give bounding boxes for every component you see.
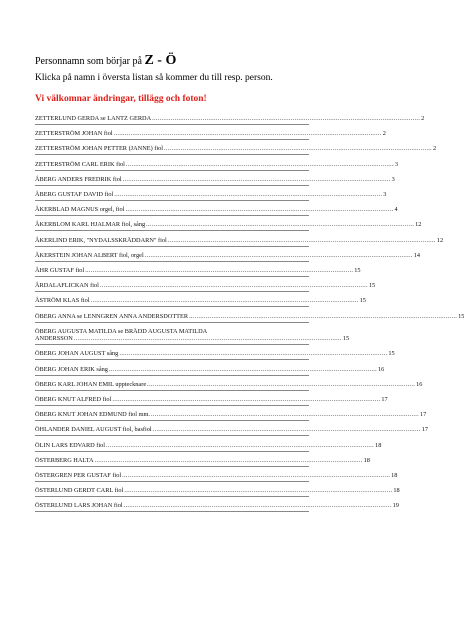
toc-entry[interactable] (35, 326, 350, 345)
toc-leader-dots: ............................................................................................................................................... (119, 350, 388, 358)
toc-page-number: 17 (381, 396, 388, 404)
toc-entry[interactable] (35, 219, 422, 231)
toc-entry-name: ÅBERG GUSTAF DAVID fiol (35, 191, 114, 199)
toc-entry-name: ÅBERG ANDERS FREDRIK fiol (35, 175, 122, 183)
toc-entry[interactable] (35, 280, 376, 292)
toc-leader-dots: ............................................................................................................................................... (152, 115, 421, 122)
toc-entry[interactable] (35, 113, 425, 125)
toc-leader-dots: ............................................................................................................................................... (112, 396, 381, 404)
toc-entry-name: ÖSTERLUND GERDT CARL fiol (35, 487, 124, 495)
heading-prefix: Personnamn som börjar på (35, 56, 145, 67)
toc-leader-dots: ............................................................................................................................................... (147, 380, 416, 388)
toc-leader-dots: ............................................................................................................................................... (85, 267, 354, 275)
toc-entry[interactable] (35, 295, 366, 307)
toc-entry[interactable] (35, 159, 399, 171)
toc-entry[interactable] (35, 500, 399, 512)
toc-leader-dots: ............................................................................................................................................... (106, 441, 375, 449)
toc-entry-name: ÅHR GUSTAF fiol (35, 267, 85, 275)
page-heading (35, 53, 176, 69)
toc-page-number: 18 (393, 487, 400, 495)
toc-leader-dots: ............................................................................................................................................... (144, 251, 413, 259)
welcome-text: Vi välkomnar ändringar, tillägg och foton! (35, 94, 207, 104)
toc-page-number: 12 (436, 236, 444, 244)
toc-entry-name: ÅRDALAFLICKAN fiol (35, 282, 99, 290)
toc-entry-name: ÖBERG KNUT JOHAN EDMUND fiol mm. (35, 411, 150, 419)
toc-page-number: 2 (433, 145, 437, 153)
toc-entry-name: ZETTERSTRÖM JOHAN PETTER (JANNE) fiol (35, 145, 164, 153)
toc-entry[interactable] (35, 424, 428, 436)
toc-entry[interactable] (35, 189, 387, 201)
toc-page-number: 2 (421, 115, 425, 122)
toc-leader-dots: ............................................................................................................................................... (122, 175, 391, 183)
toc-entry[interactable] (35, 348, 395, 360)
toc-entry-name: ÅKERBLAD MAGNUS orgel, fiol (35, 206, 125, 214)
toc-entry[interactable] (35, 311, 464, 323)
toc-page-number: 17 (421, 426, 428, 434)
table-of-contents (35, 113, 464, 516)
toc-entry[interactable] (35, 235, 444, 247)
toc-page-number: 18 (391, 472, 398, 480)
toc-leader-dots: ............................................................................................................................................... (164, 145, 433, 153)
toc-page-number: 15 (458, 312, 464, 320)
toc-leader-dots: ............................................................................................................................................... (150, 411, 419, 419)
heading-letters: Z - Ö (144, 53, 177, 68)
toc-page-number: 2 (382, 130, 386, 138)
toc-page-number: 3 (394, 160, 399, 168)
toc-page-number: 15 (342, 335, 350, 343)
toc-entry[interactable] (35, 204, 398, 216)
toc-page-number: 12 (415, 221, 422, 229)
toc-entry[interactable] (35, 455, 370, 467)
toc-entry-name: ÖBERG JOHAN ERIK sång (35, 365, 108, 373)
toc-entry-name: ÖSTERGREN PER GUSTAF fiol (35, 472, 122, 480)
toc-leader-dots: ............................................................................................................................................... (90, 297, 359, 305)
toc-entry-name: ÖBERG JOHAN AUGUST sång (35, 350, 119, 358)
toc-page-number: 4 (394, 206, 398, 214)
toc-leader-dots: ............................................................................................................................................... (124, 487, 393, 495)
toc-leader-dots: ............................................................................................................................................... (189, 312, 458, 320)
toc-entry-name: ÖLIN LARS EDVARD fiol (35, 441, 106, 449)
toc-entry-name: ÖBERG ANNA se LENNGREN ANNA ANDERSDOTTER (35, 312, 189, 320)
toc-leader-dots: ............................................................................................................................................... (113, 130, 382, 138)
toc-leader-dots: ............................................................................................................................................... (99, 282, 368, 290)
toc-entry[interactable] (35, 394, 388, 406)
instruction-text: Klicka på namn i översta listan så kommer du till resp. person. (35, 73, 273, 83)
toc-entry[interactable] (35, 485, 400, 497)
toc-entry-name: ZETTERLUND GERDA se LANTZ GERDA (35, 115, 152, 122)
toc-page-number: 3 (391, 175, 395, 183)
toc-page-number: 17 (420, 411, 427, 419)
toc-entry-name: ZETTERSTRÖM JOHAN fiol (35, 130, 113, 138)
toc-entry-name: ÅKERBLOM KARL HJALMAR fiol, sång (35, 221, 146, 229)
toc-leader-dots: ............................................................................................................................................... (152, 426, 421, 434)
toc-entry[interactable] (35, 379, 423, 391)
toc-entry-name: ZETTERSTRÖM CARL ERIK fiol (35, 160, 125, 168)
toc-entry-name: ÖBERG AUGUSTA MATILDA se BRÄDD AUGUSTA MATILDA (35, 327, 208, 335)
toc-entry[interactable] (35, 364, 385, 376)
toc-page-number: 18 (375, 441, 382, 449)
toc-leader-dots: ............................................................................................................................................... (108, 365, 377, 373)
toc-leader-dots: ............................................................................................................................................... (125, 160, 394, 168)
toc-entry-name-cont: ANDERSSON (35, 335, 73, 343)
toc-entry-name: ÅKERSTEIN JOHAN ALBERT fiol, orgel (35, 251, 144, 259)
toc-entry-name: ÖBERG KNUT ALFRED fiol (35, 396, 112, 404)
toc-entry[interactable] (35, 265, 361, 277)
toc-page-number: 18 (363, 456, 370, 464)
toc-page-number: 19 (392, 502, 399, 510)
toc-leader-dots: ............................................................................................................................................... (123, 502, 392, 510)
toc-leader-dots: ............................................................................................................................................... (146, 221, 415, 229)
toc-leader-dots: ............................................................................................................................................... (125, 206, 394, 214)
toc-page-number: 3 (383, 191, 387, 199)
toc-leader-dots: ............................................................................................................................................... (122, 472, 391, 480)
toc-entry[interactable] (35, 470, 398, 482)
toc-entry-name: ÖSTERLUND LARS JOHAN fiol (35, 502, 123, 510)
toc-leader-dots: ............................................................................................................................................... (94, 456, 363, 464)
toc-entry[interactable] (35, 440, 382, 452)
toc-entry-name: ÖHLANDER DANIEL AUGUST fiol, basfiol (35, 426, 152, 434)
toc-entry-name: ÖSTERBERG HALTA (35, 456, 94, 464)
toc-page-number: 15 (368, 282, 376, 290)
toc-entry-name: ÅKERLIND ERIK, "NYDALSSKRÄDDARN" fiol (35, 236, 167, 244)
toc-page-number: 16 (377, 365, 385, 373)
toc-page-number: 15 (388, 350, 395, 358)
toc-entry[interactable] (35, 409, 427, 421)
toc-leader-dots: ............................................................................................................................................... (73, 335, 342, 343)
toc-entry[interactable] (35, 250, 421, 262)
toc-entry[interactable] (35, 128, 386, 140)
toc-entry[interactable] (35, 143, 437, 155)
toc-page-number: 15 (354, 267, 361, 275)
toc-entry-name: ÖBERG KARL JOHAN EMIL upptecknare (35, 380, 147, 388)
toc-page-number: 16 (416, 380, 423, 388)
toc-entry-name: ÅSTRÖM KLAS fiol (35, 297, 90, 305)
toc-entry[interactable] (35, 174, 395, 186)
toc-page-number: 14 (413, 251, 421, 259)
toc-leader-dots: ............................................................................................................................................... (114, 191, 383, 199)
toc-leader-dots: ............................................................................................................................................... (167, 236, 436, 244)
toc-page-number: 15 (359, 297, 366, 305)
